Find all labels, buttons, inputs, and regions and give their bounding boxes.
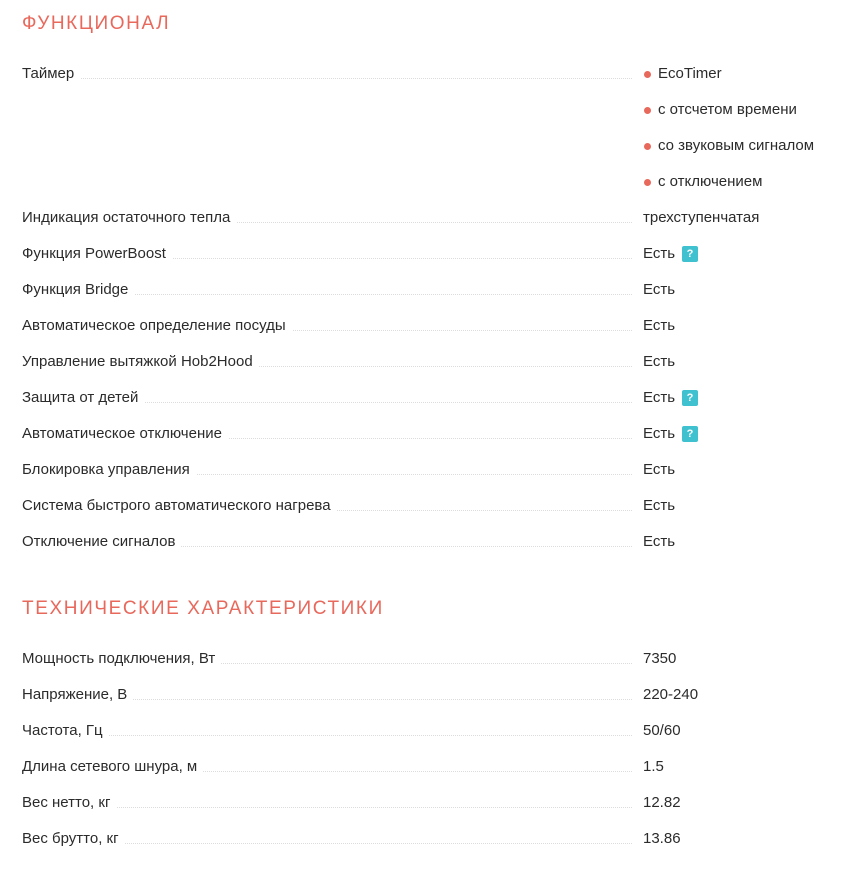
spec-label: Вес брутто, кг: [22, 829, 125, 849]
spec-row-pan-detection: [22, 316, 834, 352]
list-item: [643, 64, 841, 100]
spec-row-powerboost: [22, 244, 834, 280]
bullet-icon: [644, 71, 651, 78]
spec-value: EcoTimer: [658, 65, 722, 82]
spec-row-child-lock: [22, 388, 834, 424]
help-icon[interactable]: ?: [682, 390, 698, 406]
spec-value: Есть: [643, 317, 676, 334]
spec-value-wrap: [643, 424, 698, 444]
spec-row-net-weight: [22, 793, 834, 829]
spec-row-timer: [22, 64, 834, 208]
technical-spec-list: [22, 649, 834, 865]
list-item: [643, 100, 841, 136]
spec-value: Есть: [643, 281, 676, 298]
spec-value: 50/60: [643, 722, 681, 739]
spec-label: Автоматическое отключение: [22, 424, 228, 444]
spec-label: Управление вытяжкой Hob2Hood: [22, 352, 259, 372]
spec-value: 12.82: [643, 794, 681, 811]
spec-value: Есть: [643, 425, 676, 442]
section-title-functional: ФУНКЦИОНАЛ: [22, 13, 171, 34]
help-icon[interactable]: ?: [682, 246, 698, 262]
spec-value: 7350: [643, 650, 677, 667]
help-icon[interactable]: ?: [682, 426, 698, 442]
spec-label: Функция PowerBoost: [22, 244, 172, 264]
spec-label: Частота, Гц: [22, 721, 109, 741]
spec-value: с отключением: [658, 173, 763, 190]
spec-label: Индикация остаточного тепла: [22, 208, 236, 228]
bullet-icon: [644, 179, 651, 186]
dotted-leader: [22, 735, 632, 736]
spec-row-power: [22, 649, 834, 685]
spec-value: Есть: [643, 353, 676, 370]
spec-row-cord-length: [22, 757, 834, 793]
spec-value: со звуковым сигналом: [658, 137, 815, 154]
spec-label: Автоматическое определение посуды: [22, 316, 292, 336]
spec-label: Таймер: [22, 64, 80, 84]
spec-label: Система быстрого автоматического нагрева: [22, 496, 337, 516]
dotted-leader: [22, 78, 632, 79]
spec-label: Напряжение, В: [22, 685, 133, 705]
spec-row-fast-heat: [22, 496, 834, 532]
section-title-technical: ТЕХНИЧЕСКИЕ ХАРАКТЕРИСТИКИ: [22, 598, 384, 619]
spec-row-frequency: [22, 721, 834, 757]
spec-label: Вес нетто, кг: [22, 793, 116, 813]
bullet-icon: [644, 107, 651, 114]
spec-value: 13.86: [643, 830, 681, 847]
spec-row-hob2hood: [22, 352, 834, 388]
spec-value-wrap: [643, 388, 698, 408]
spec-label: Мощность подключения, Вт: [22, 649, 221, 669]
timer-values: [643, 64, 841, 208]
spec-row-auto-off: [22, 424, 834, 460]
spec-label: Блокировка управления: [22, 460, 196, 480]
spec-row-gross-weight: [22, 829, 834, 865]
spec-row-control-lock: [22, 460, 834, 496]
spec-row-signals-off: [22, 532, 834, 568]
spec-label: Защита от детей: [22, 388, 144, 408]
list-item: [643, 136, 841, 172]
list-item: [643, 172, 841, 208]
spec-value: Есть: [643, 245, 676, 262]
spec-label: Отключение сигналов: [22, 532, 181, 552]
spec-value: с отсчетом времени: [658, 101, 797, 118]
spec-value: трехступенчатая: [643, 209, 760, 226]
spec-value: 1.5: [643, 758, 664, 775]
functional-spec-list: [22, 64, 834, 568]
spec-label: Функция Bridge: [22, 280, 134, 300]
bullet-icon: [644, 143, 651, 150]
spec-value: 220-240: [643, 686, 699, 703]
spec-value: Есть: [643, 461, 676, 478]
spec-value: Есть: [643, 497, 676, 514]
spec-row-residual-heat: [22, 208, 834, 244]
spec-value: Есть: [643, 389, 676, 406]
spec-row-voltage: [22, 685, 834, 721]
spec-row-bridge: [22, 280, 834, 316]
spec-value-wrap: [643, 244, 698, 264]
spec-label: Длина сетевого шнура, м: [22, 757, 203, 777]
spec-value: Есть: [643, 533, 676, 550]
